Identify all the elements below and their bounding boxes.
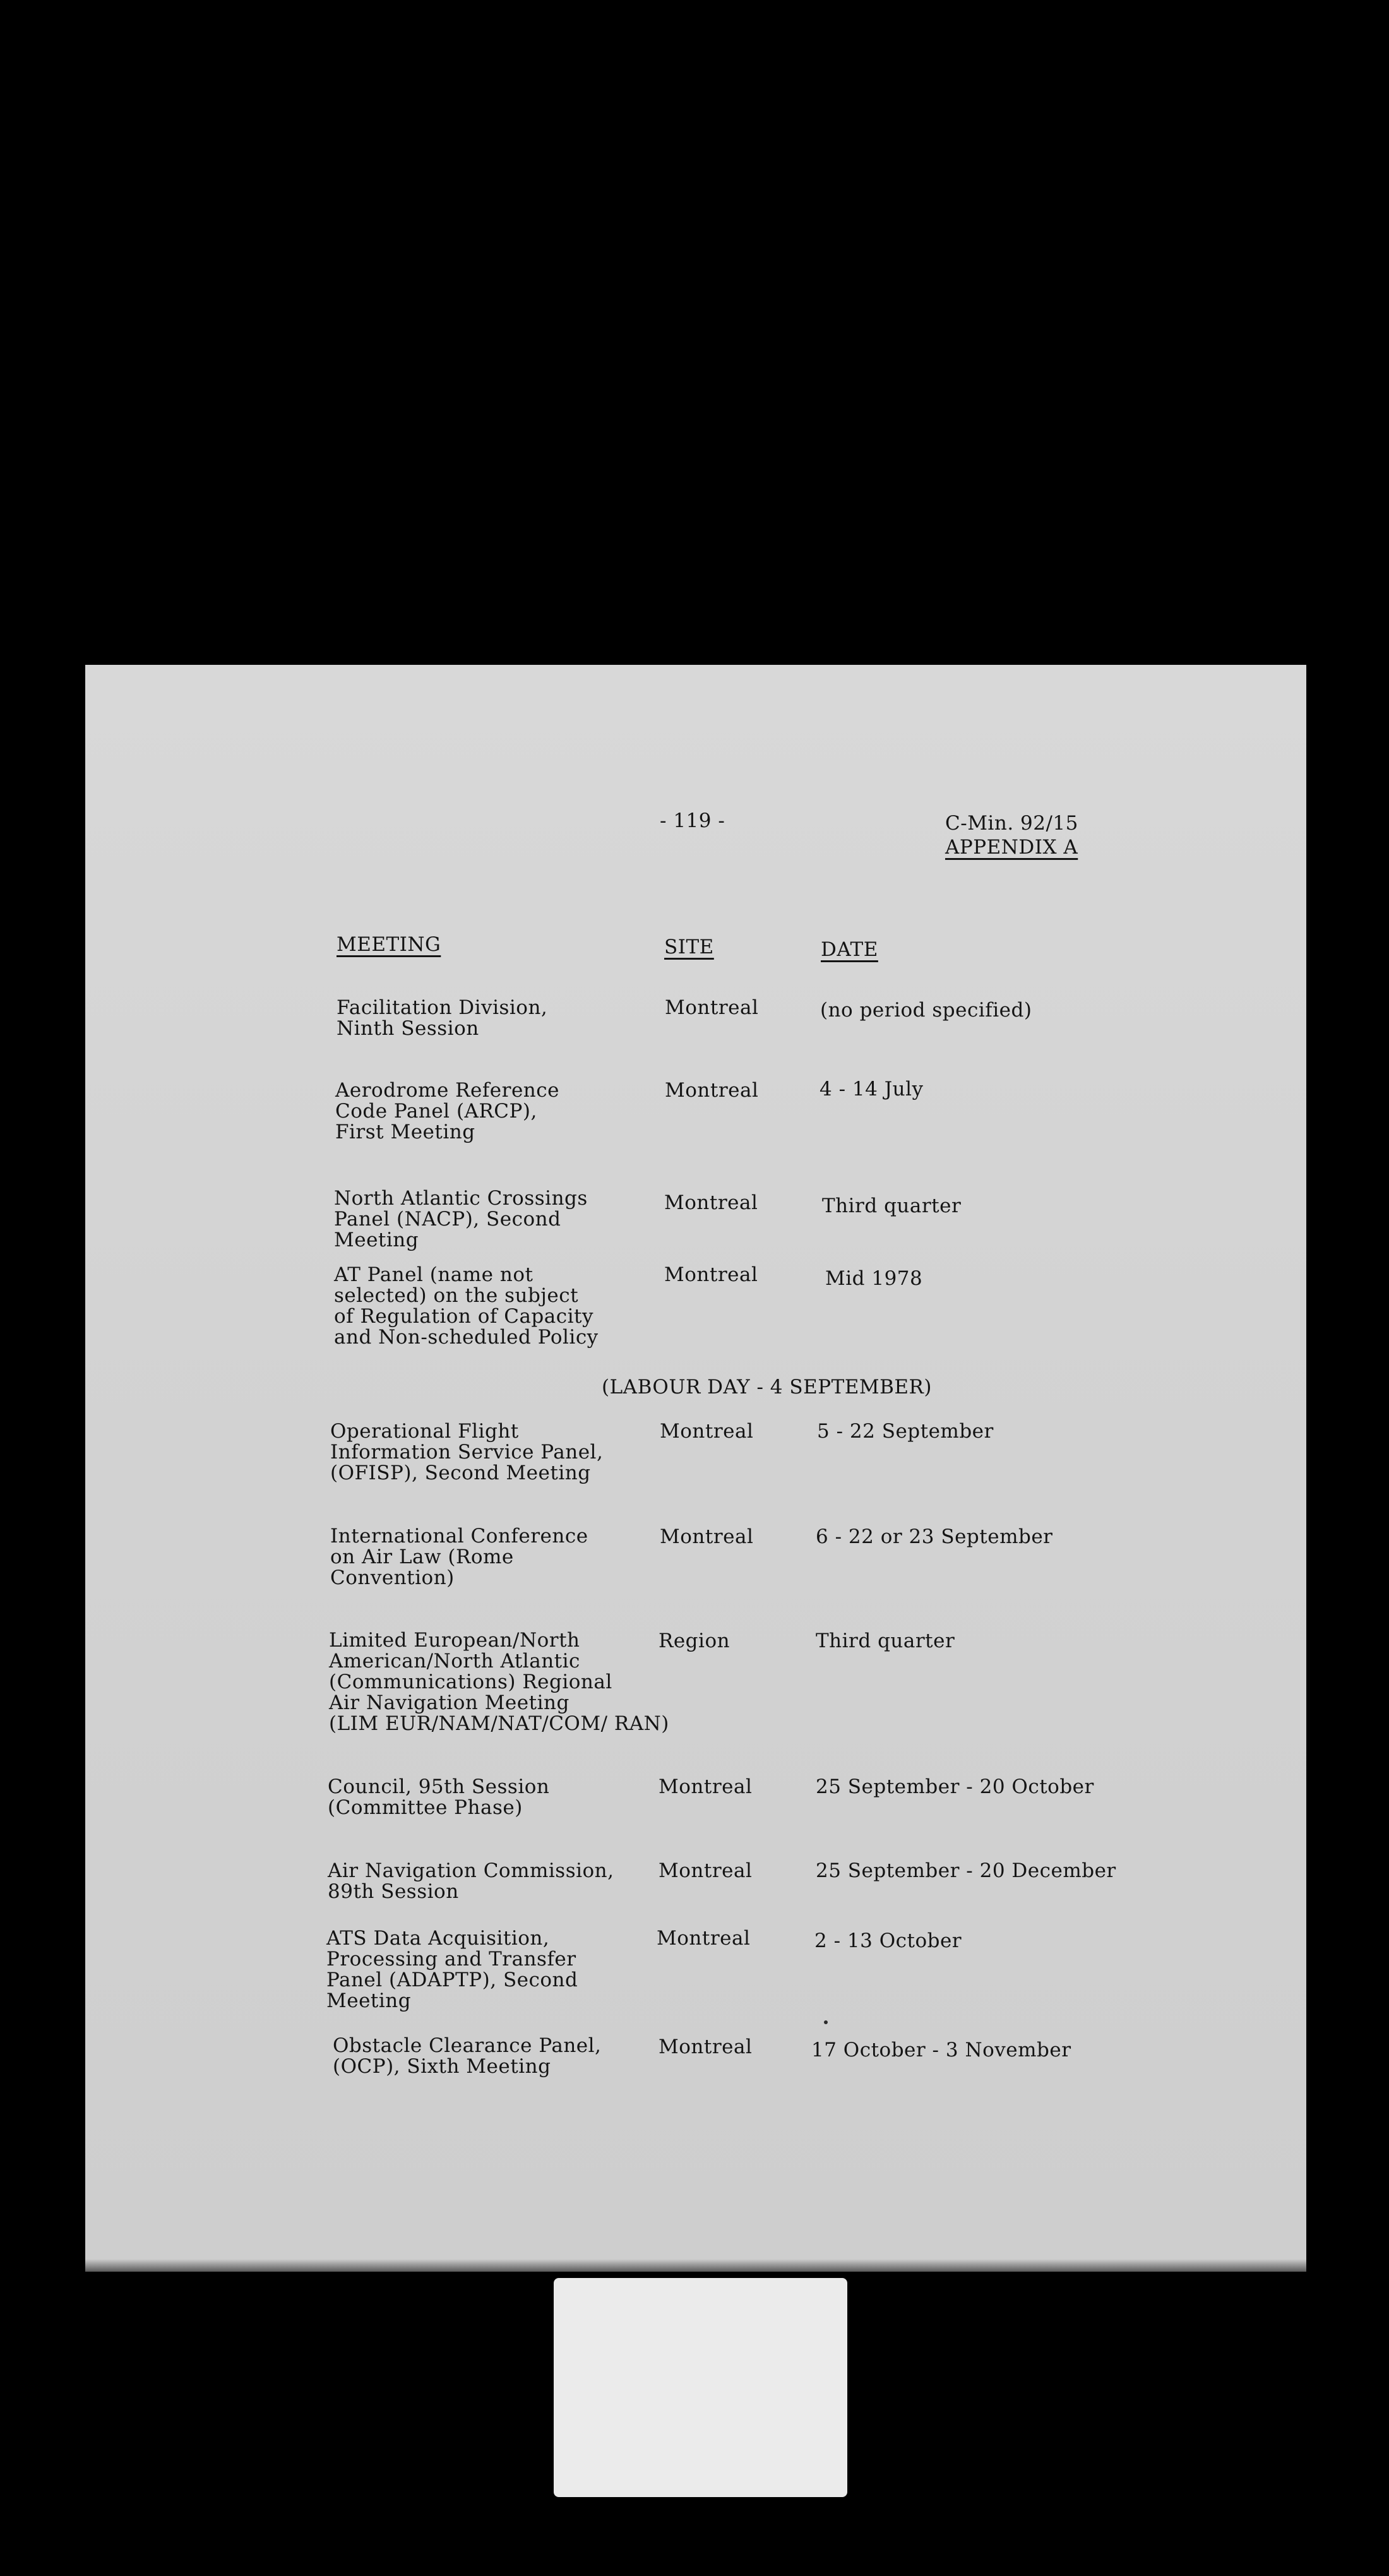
meeting-name: Obstacle Clearance Panel, (OCP), Sixth Meeting [333,2034,602,2078]
meeting-site: Montreal [659,1775,753,1798]
meeting-date: Mid 1978 [825,1267,923,1290]
holiday-note: (LABOUR DAY - 4 SEPTEMBER) [602,1376,932,1398]
meeting-name: North Atlantic Crossings Panel (NACP), Second Meeting [334,1187,588,1251]
meeting-date: Third quarter [816,1630,955,1652]
meeting-name: Aerodrome Reference Code Panel (ARCP), First Meeting [335,1079,559,1143]
meeting-name: AT Panel (name not selected) on the subject of Regulation of Capacity and Non-scheduled Policy [334,1263,599,1349]
meeting-name: International Conference on Air Law (Rome Convention) [330,1525,588,1589]
meeting-name: Facilitation Division, Ninth Session [337,996,548,1040]
meeting-site: Montreal [665,996,759,1019]
meeting-name: Operational Flight Information Service Panel, (OFISP), Second Meeting [330,1420,604,1484]
meeting-site: Montreal [659,2036,753,2058]
meeting-site: Montreal [665,1079,759,1102]
meeting-name: Air Navigation Commission, 89th Session [328,1859,614,1903]
meeting-name: ATS Data Acquisition, Processing and Transfer Panel (ADAPTP), Second Meeting [326,1927,578,2012]
meeting-date: (no period specified) [820,999,1032,1022]
meeting-date: 25 September - 20 October [816,1775,1094,1798]
column-heading-site: SITE [664,936,714,958]
meeting-date: Third quarter [822,1195,962,1217]
meeting-site: Montreal [664,1191,758,1214]
meeting-date: 6 - 22 or 23 September [816,1525,1053,1548]
column-heading-meeting: MEETING [337,933,441,956]
meeting-name: Council, 95th Session (Committee Phase) [328,1775,550,1819]
appendix-label: APPENDIX A [945,836,1078,859]
meeting-date: 2 - 13 October [814,1929,962,1952]
page-number: - 119 - [660,809,725,832]
meeting-site: Region [659,1630,730,1652]
meeting-site: Montreal [659,1859,753,1882]
meeting-date: 4 - 14 July [820,1078,924,1100]
page-edge-shadow [85,2259,1306,2272]
meeting-site: Montreal [664,1263,758,1286]
document-page [85,665,1306,2272]
meeting-date: 25 September - 20 December [816,1859,1116,1882]
document-reference: C-Min. 92/15 [945,812,1078,835]
meeting-name: Limited European/North American/North Atlantic (Communications) Regional Air Navigation Meeting (LIM EUR/NAM/NAT/COM/ RAN) [329,1629,669,1735]
meeting-site: Montreal [660,1525,754,1548]
meeting-site: Montreal [657,1927,751,1950]
blank-paper-slip [554,2278,847,2497]
meeting-date: 5 - 22 September [817,1420,994,1443]
scan-speck [824,2020,828,2024]
meeting-date: 17 October - 3 November [811,2039,1071,2061]
column-heading-date: DATE [821,938,878,961]
meeting-site: Montreal [660,1420,754,1443]
